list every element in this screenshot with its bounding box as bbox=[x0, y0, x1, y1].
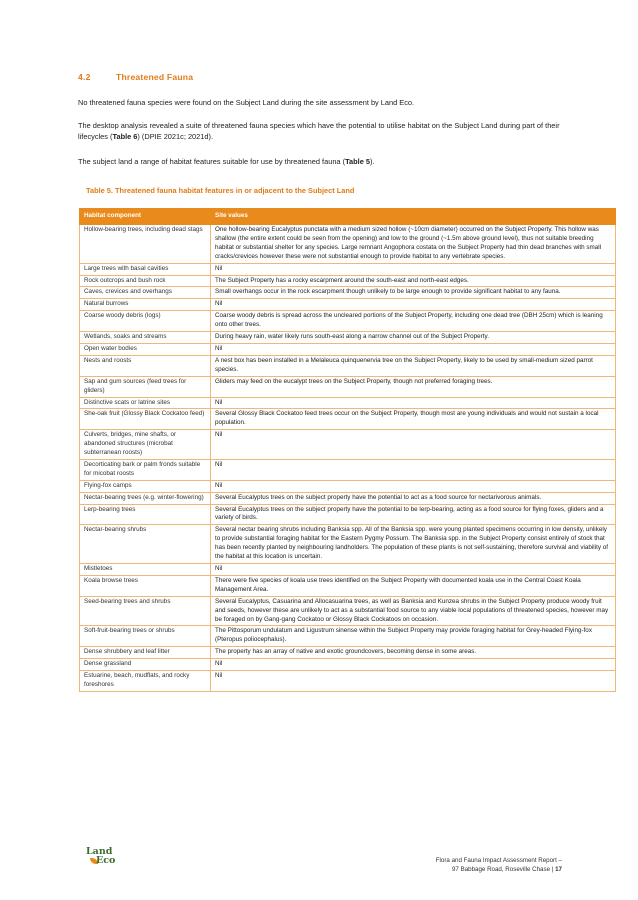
site-value-cell: Nil bbox=[211, 263, 616, 275]
table-row bbox=[80, 671, 616, 692]
habitat-component-cell: Distinctive scats or latrine sites bbox=[80, 397, 211, 409]
habitat-component-cell: Dense grassland bbox=[80, 659, 211, 671]
paragraph-desktop-analysis bbox=[78, 121, 564, 142]
table-row bbox=[80, 525, 616, 564]
habitat-component-cell: Estuarine, beach, mudflats, and rocky foreshores bbox=[80, 671, 211, 692]
habitat-component-cell: Soft-fruit-bearing trees or shrubs bbox=[80, 626, 211, 647]
habitat-component-cell: Caves, crevices and overhangs bbox=[80, 287, 211, 299]
table-row bbox=[80, 287, 616, 299]
table-row bbox=[80, 332, 616, 344]
paragraph-text: ) (DPIE 2021c; 2021d). bbox=[137, 131, 214, 141]
table-body bbox=[80, 225, 616, 692]
page-number: 17 bbox=[555, 866, 562, 873]
site-value-cell: Gliders may feed on the eucalypt trees on the Subject Property, though not preferred foraging trees. bbox=[211, 376, 616, 397]
habitat-component-cell: Koala browse trees bbox=[80, 575, 211, 596]
site-value-cell: The property has an array of native and exotic groundcovers, becoming dense in some areas. bbox=[211, 647, 616, 659]
logo-text-land: Land bbox=[86, 846, 113, 857]
site-value-cell: Nil bbox=[211, 659, 616, 671]
habitat-component-cell: Coarse woody debris (logs) bbox=[80, 311, 211, 332]
habitat-component-cell: Nectar-bearing trees (e.g. winter-flowering) bbox=[80, 492, 211, 504]
section-heading bbox=[78, 72, 193, 82]
site-value-cell: Nil bbox=[211, 459, 616, 480]
site-value-cell: Small overhangs occur in the rock escarpment though unlikely to be large enough to provide significant habitat to any fauna. bbox=[211, 287, 616, 299]
habitat-component-cell: Rock outcrops and bush rock bbox=[80, 275, 211, 287]
site-value-cell: There were five species of koala use trees identified on the Subject Property with documented koala use in the Central Coast Koala Management Area. bbox=[211, 575, 616, 596]
logo-text-eco: Eco bbox=[96, 855, 116, 866]
site-value-cell: Nil bbox=[211, 299, 616, 311]
site-value-cell: Coarse woody debris is spread across the uncleared portions of the Subject Property, including one dead tree (DBH 25cm) which is leaning onto other trees. bbox=[211, 311, 616, 332]
table-row bbox=[80, 343, 616, 355]
paragraph-text: ). bbox=[369, 157, 375, 166]
site-value-cell: Nil bbox=[211, 564, 616, 576]
paragraph-text: The subject land a range of habitat features suitable for use by threatened fauna ( bbox=[78, 157, 346, 166]
habitat-component-cell: Nectar-bearing shrubs bbox=[80, 525, 211, 564]
habitat-component-cell: Mistletoes bbox=[80, 564, 211, 576]
table-row bbox=[80, 275, 616, 287]
land-eco-logo bbox=[86, 846, 126, 868]
footer-address: 97 Babbage Road, Roseville Chase bbox=[451, 866, 551, 873]
paragraph-no-threatened-found: No threatened fauna species were found on the Subject Land during the site assessment by Land Eco. bbox=[78, 98, 415, 107]
header-site-values: Site values bbox=[211, 209, 616, 225]
habitat-component-cell: She-oak fruit (Glossy Black Cockatoo feed) bbox=[80, 409, 211, 430]
table-row bbox=[80, 647, 616, 659]
site-value-cell: Several Eucalyptus, Casuarina and Allocasuarina trees, as well as Banksia and Kunzea shrubs in the Subject Property produce woody fruit and seeds, however these are unlikely to act as a substantial food source to any viable local populations of threatened species, however may be foraged on by Gang-gang Cockatoo or Glossy Black Cockatoos on occasion. bbox=[211, 596, 616, 626]
table-row bbox=[80, 225, 616, 264]
habitat-component-cell: Dense shrubbery and leaf litter bbox=[80, 647, 211, 659]
habitat-component-cell: Wetlands, soaks and streams bbox=[80, 332, 211, 344]
table-header-row bbox=[80, 209, 616, 225]
footer bbox=[436, 856, 562, 874]
table-row bbox=[80, 626, 616, 647]
table-row bbox=[80, 355, 616, 376]
habitat-component-cell: Lerp-bearing trees bbox=[80, 504, 211, 525]
site-value-cell: The Pittosporum undulatum and Ligustrum sinense within the Subject Property may provide foraging habitat for Grey-headed Flying-fox (Pteropus poliocephalus). bbox=[211, 626, 616, 647]
table-row bbox=[80, 492, 616, 504]
site-value-cell: Nil bbox=[211, 480, 616, 492]
paragraph-text: The desktop analysis revealed a suite of threatened fauna species which have the potential to utilise habitat on the Subject Land during part of their lifecycles ( bbox=[78, 121, 560, 141]
paragraph-habitat-features bbox=[78, 157, 564, 168]
table-row bbox=[80, 480, 616, 492]
site-value-cell: Several Eucalyptus trees on the subject property have the potential to be lerp-bearing, acting as a food source for flying foxes, gliders and a variety of birds. bbox=[211, 504, 616, 525]
site-value-cell: One hollow-bearing Eucalyptus punctata with a medium sized hollow (~10cm diameter) occurred on the Subject Property. This hollow was shallow (the entire extent could be seen from the opening) and low to the ground (~1.5m above ground level), thus not suitable breeding habitat or substantial shelter for any species. Large remnant Angophora costata on the Subject Property had thin dead branches with small cracks/crevices however these were not substantial enough to provide habitat to any vertebrate species. bbox=[211, 225, 616, 264]
site-value-cell: The Subject Property has a rocky escarpment around the south-east and north-east edges. bbox=[211, 275, 616, 287]
site-value-cell: During heavy rain, water likely runs south-east along a narrow channel out of the Subject Property. bbox=[211, 332, 616, 344]
site-value-cell: Several nectar bearing shrubs including Banksia spp. All of the Banksia spp. were young planted specimens occurring in low density, unlikely to provide substantial foraging habitat for the Eastern Pygmy Possum. The Banksia spp. in the Subject Property consist entirely of stock that has been recently planted by neighbouring landholders. The population of these plants is not self-sustaining, therefore survival and viability of the habitat at this location is uncertain. bbox=[211, 525, 616, 564]
table-6-reference: Table 6 bbox=[112, 131, 138, 141]
table-row bbox=[80, 459, 616, 480]
table-row bbox=[80, 504, 616, 525]
section-number: 4.2 bbox=[78, 72, 91, 82]
site-value-cell: Nil bbox=[211, 343, 616, 355]
habitat-component-cell: Decorticating bark or palm fronds suitable for micobat roosts bbox=[80, 459, 211, 480]
table-caption: Table 5. Threatened fauna habitat features in or adjacent to the Subject Land bbox=[86, 186, 355, 195]
habitat-component-cell: Large trees with basal cavities bbox=[80, 263, 211, 275]
habitat-features-table bbox=[79, 208, 616, 692]
habitat-component-cell: Hollow-bearing trees, including dead stags bbox=[80, 225, 211, 264]
table-row bbox=[80, 311, 616, 332]
table-5-reference: Table 5 bbox=[345, 157, 370, 166]
site-value-cell: Nil bbox=[211, 671, 616, 692]
footer-separator: | bbox=[551, 866, 554, 873]
table-row bbox=[80, 596, 616, 626]
header-habitat-component: Habitat component bbox=[80, 209, 211, 225]
footer-address-line bbox=[436, 865, 562, 874]
habitat-component-cell: Nests and roosts bbox=[80, 355, 211, 376]
footer-report-title: Flora and Fauna Impact Assessment Report – bbox=[435, 857, 562, 864]
table-row bbox=[80, 564, 616, 576]
site-value-cell: Several Eucalyptus trees on the subject property have the potential to act as a food source for nectarivorous animals. bbox=[211, 492, 616, 504]
habitat-component-cell: Natural burrows bbox=[80, 299, 211, 311]
habitat-component-cell: Culverts, bridges, mine shafts, or abandoned structures (microbat subterranean roosts) bbox=[80, 430, 211, 460]
table-row bbox=[80, 263, 616, 275]
habitat-component-cell: Flying-fox camps bbox=[80, 480, 211, 492]
table-row bbox=[80, 430, 616, 460]
site-value-cell: Nil bbox=[211, 430, 616, 460]
habitat-component-cell: Sap and gum sources (feed trees for gliders) bbox=[80, 376, 211, 397]
table-row bbox=[80, 299, 616, 311]
table-row bbox=[80, 409, 616, 430]
table-row bbox=[80, 659, 616, 671]
table-row bbox=[80, 397, 616, 409]
section-title: Threatened Fauna bbox=[116, 72, 194, 82]
table-row bbox=[80, 376, 616, 397]
site-value-cell: Nil bbox=[211, 397, 616, 409]
site-value-cell: A nest box has been installed in a Melaleuca quinquenervia tree on the Subject Property, likely to be used by small-medium sized parrot species. bbox=[211, 355, 616, 376]
habitat-component-cell: Open water bodies bbox=[80, 343, 211, 355]
site-value-cell: Several Glossy Black Cockatoo feed trees occur on the Subject Property, though most are young individuals and would not sustain a local population. bbox=[211, 409, 616, 430]
table-row bbox=[80, 575, 616, 596]
habitat-component-cell: Seed-bearing trees and shrubs bbox=[80, 596, 211, 626]
